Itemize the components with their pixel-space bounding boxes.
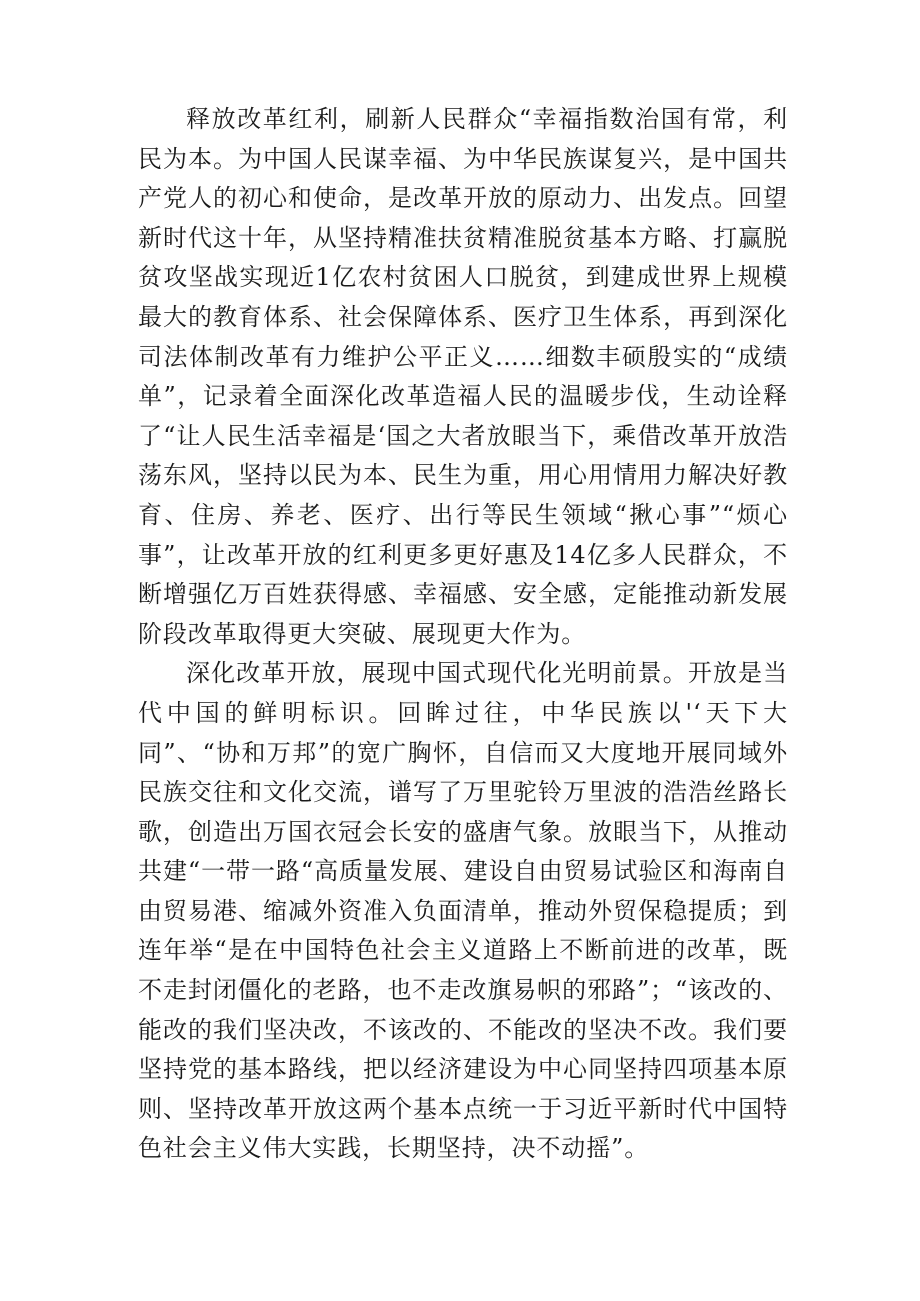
paragraph-2: 深化改革开放，展现中国式现代化光明前景。开放是当代中国的鲜明标识。回眸过往，中华民族以'‘天下大同”、“协和万邦”的宽广胸怀，自信而又大度地开展同域外民族交往和文化交流，谱写了万里驼铃万里波的浩浩丝路长歌，创造出万国衣冠会长安的盛唐气象。放眼当下，从推动共建“一带一路“高质量发展、建设自由贸易试验区和海南自由贸易港、缩减外资准入负面清单，推动外贸保稳提质；到连年举“是在中国特色社会主义道路上不断前进的改革，既不走封闭僵化的老路，也不走改旗易帜的邪路”；“该改的、能改的我们坚决改，不该改的、不能改的坚决不改。我们要坚持党的基本路线，把以经济建设为中心同坚持四项基本原则、坚持改革开放这两个基本点统一于习近平新时代中国特色社会主义伟大实践，长期坚持，决不动摇”。 (138, 659, 788, 1163)
document-body (138, 100, 788, 1169)
paragraph-1: 释放改革红利，刷新人民群众“幸福指数治国有常，利民为本。为中国人民谋幸福、为中华民族谋复兴，是中国共产党人的初心和使命，是改革开放的原动力、出发点。回望新时代这十年，从坚持精准扶贫精准脱贫基本方略、打赢脱贫攻坚战实现近1亿农村贫困人口脱贫，到建成世界上规模最大的教育体系、社会保障体系、医疗卫生体系，再到深化司法体制改革有力维护公平正义……细数丰硕殷实的“成绩单”，记录着全面深化改革造福人民的温暖步伐，生动诠释了“让人民生活幸福是‘国之大者放眼当下，乘借改革开放浩荡东风，坚持以民为本、民生为重，用心用情用力解决好教育、住房、养老、医疗、出行等民生领域“揪心事”“烦心事”，让改革开放的红利更多更好惠及14亿多人民群众，不断增强亿万百姓获得感、幸福感、安全感，定能推动新发展阶段改革取得更大突破、展现更大作为。 (138, 105, 788, 648)
